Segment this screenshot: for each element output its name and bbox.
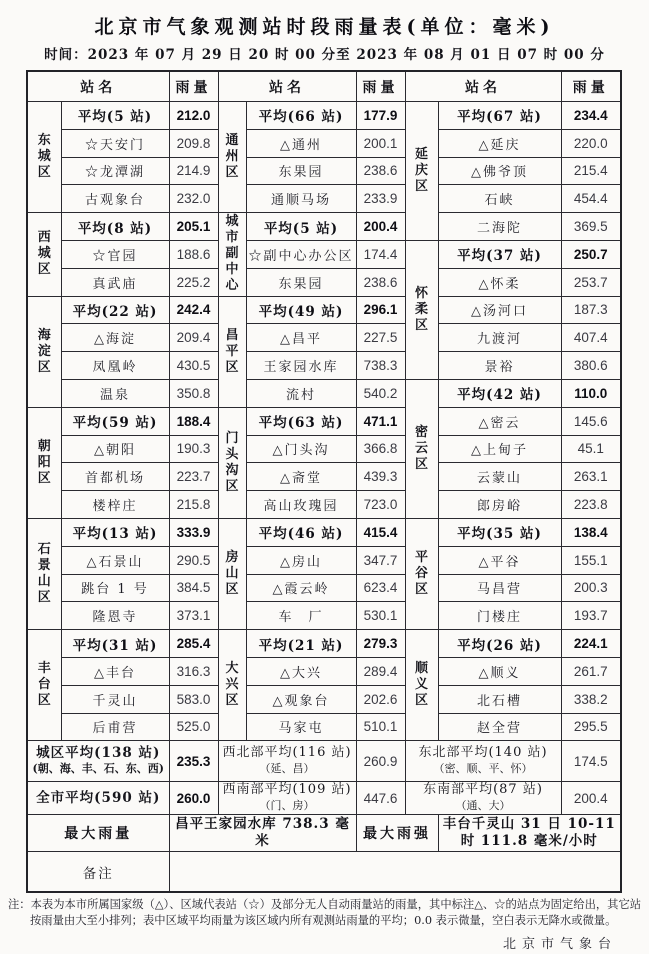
station-cell: 真武庙 xyxy=(61,268,169,296)
northeast-average-label: 东北部平均(140 站) （密、顺、平、怀） xyxy=(405,741,561,782)
station-cell: 平均(46 站) xyxy=(246,518,356,546)
district-label: 城 市 副 中 心 xyxy=(218,213,246,296)
district-label: 门 头 沟 区 xyxy=(218,407,246,518)
station-cell: 赵全营 xyxy=(438,713,561,741)
value-cell: 177.9 xyxy=(356,102,405,130)
station-cell: 后甫营 xyxy=(61,713,169,741)
summary-row-urban xyxy=(27,741,621,782)
table-row xyxy=(27,657,621,685)
station-cell: 九渡河 xyxy=(438,324,561,352)
district-label: 西 城 区 xyxy=(27,213,61,296)
station-cell: △延庆 xyxy=(438,129,561,157)
station-cell: 古观象台 xyxy=(61,185,169,213)
northeast-average-value: 174.5 xyxy=(561,741,621,782)
table-row xyxy=(27,352,621,380)
max-rain-label: 最大雨量 xyxy=(27,815,169,852)
station-cell: 流村 xyxy=(246,379,356,407)
station-cell: 高山玫瑰园 xyxy=(246,491,356,519)
value-cell: 209.8 xyxy=(169,129,218,157)
value-cell: 223.8 xyxy=(561,491,621,519)
station-cell: △上甸子 xyxy=(438,435,561,463)
value-cell: 407.4 xyxy=(561,324,621,352)
station-cell: 郎房峪 xyxy=(438,491,561,519)
value-cell: 193.7 xyxy=(561,602,621,630)
urban-average-label: 城区平均(138 站) (朝、海、丰、石、东、西) xyxy=(27,741,169,782)
remark-label: 备注 xyxy=(27,852,169,893)
value-cell: 250.7 xyxy=(561,240,621,268)
table-row xyxy=(27,129,621,157)
value-cell: 232.0 xyxy=(169,185,218,213)
value-cell: 225.2 xyxy=(169,268,218,296)
district-label: 东 城 区 xyxy=(27,102,61,213)
citywide-average-value: 260.0 xyxy=(169,782,218,815)
station-cell: 隆恩寺 xyxy=(61,602,169,630)
station-cell: △昌平 xyxy=(246,324,356,352)
rain-column-header: 雨量 xyxy=(356,71,405,102)
station-cell: △密云 xyxy=(438,407,561,435)
value-cell: 525.0 xyxy=(169,713,218,741)
station-cell: △顺义 xyxy=(438,657,561,685)
station-cell: 石峡 xyxy=(438,185,561,213)
value-cell: 430.5 xyxy=(169,352,218,380)
urban-average-value: 235.3 xyxy=(169,741,218,782)
remark-value xyxy=(169,852,621,893)
value-cell: 205.1 xyxy=(169,213,218,241)
rain-column-header: 雨量 xyxy=(169,71,218,102)
value-cell: 215.4 xyxy=(561,157,621,185)
footnote-text: 注：本表为本市所属国家级（△）、区域代表站（☆）及部分无人自动雨量站的雨量，其中标注△、☆的站点为固定给出，其它站按雨量由大至小排列；表中区域平均雨量为该区域内所有观测站雨量的平均；0.0 表示微量，空白表示无降水或微量。 xyxy=(8,898,642,928)
station-cell: 平均(42 站) xyxy=(438,379,561,407)
station-cell: 云蒙山 xyxy=(438,463,561,491)
value-cell: 238.6 xyxy=(356,157,405,185)
table-row xyxy=(27,713,621,741)
value-cell: 738.3 xyxy=(356,352,405,380)
value-cell: 238.6 xyxy=(356,268,405,296)
station-cell: 平均(21 站) xyxy=(246,630,356,658)
value-cell: 263.1 xyxy=(561,463,621,491)
value-cell: 373.1 xyxy=(169,602,218,630)
value-cell: 583.0 xyxy=(169,685,218,713)
issuer-signature: 北京市气象台 xyxy=(502,937,617,953)
station-cell: ☆龙潭湖 xyxy=(61,157,169,185)
district-label: 平 谷 区 xyxy=(405,518,438,629)
station-cell: 东果园 xyxy=(246,157,356,185)
station-cell: △霞云岭 xyxy=(246,574,356,602)
table-row xyxy=(27,685,621,713)
station-cell: 平均(66 站) xyxy=(246,102,356,130)
value-cell: 188.6 xyxy=(169,240,218,268)
station-cell: 平均(31 站) xyxy=(61,630,169,658)
table-row xyxy=(27,268,621,296)
station-cell: 二海陀 xyxy=(438,213,561,241)
value-cell: 253.7 xyxy=(561,268,621,296)
value-cell: 540.2 xyxy=(356,379,405,407)
value-cell: 110.0 xyxy=(561,379,621,407)
value-cell: 188.4 xyxy=(169,407,218,435)
table-row xyxy=(27,324,621,352)
value-cell: 138.4 xyxy=(561,518,621,546)
rain-column-header: 雨量 xyxy=(561,71,621,102)
table-row xyxy=(27,102,621,130)
remark-row xyxy=(27,852,621,893)
station-cell: 门楼庄 xyxy=(438,602,561,630)
value-cell: 333.9 xyxy=(169,518,218,546)
district-label: 通 州 区 xyxy=(218,102,246,213)
district-label: 密 云 区 xyxy=(405,379,438,518)
table-row xyxy=(27,546,621,574)
value-cell: 296.1 xyxy=(356,296,405,324)
value-cell: 200.1 xyxy=(356,129,405,157)
station-cell: 景裕 xyxy=(438,352,561,380)
district-label: 石 景 山 区 xyxy=(27,518,61,629)
station-column-header: 站名 xyxy=(405,71,561,102)
station-cell: 北石槽 xyxy=(438,685,561,713)
station-cell: △石景山 xyxy=(61,546,169,574)
value-cell: 145.6 xyxy=(561,407,621,435)
summary-row-citywide xyxy=(27,782,621,815)
value-cell: 285.4 xyxy=(169,630,218,658)
district-label: 延 庆 区 xyxy=(405,102,438,241)
southwest-average-value: 447.6 xyxy=(356,782,405,815)
value-cell: 187.3 xyxy=(561,296,621,324)
table-row xyxy=(27,407,621,435)
value-cell: 227.5 xyxy=(356,324,405,352)
value-cell: 214.9 xyxy=(169,157,218,185)
value-cell: 202.6 xyxy=(356,685,405,713)
station-cell: 平均(63 站) xyxy=(246,407,356,435)
value-cell: 350.8 xyxy=(169,379,218,407)
value-cell: 279.3 xyxy=(356,630,405,658)
station-cell: △佛爷顶 xyxy=(438,157,561,185)
value-cell: 209.4 xyxy=(169,324,218,352)
station-cell: △观象台 xyxy=(246,685,356,713)
value-cell: 45.1 xyxy=(561,435,621,463)
table-row xyxy=(27,435,621,463)
station-cell: 平均(59 站) xyxy=(61,407,169,435)
station-cell: △房山 xyxy=(246,546,356,574)
station-cell: 通顺马场 xyxy=(246,185,356,213)
value-cell: 174.4 xyxy=(356,240,405,268)
station-cell: 平均(35 站) xyxy=(438,518,561,546)
value-cell: 215.8 xyxy=(169,491,218,519)
station-cell: 马昌营 xyxy=(438,574,561,602)
table-row xyxy=(27,379,621,407)
station-cell: 马家屯 xyxy=(246,713,356,741)
table-header-row xyxy=(27,71,621,102)
southeast-average-label: 东南部平均(87 站) （通、大） xyxy=(405,782,561,815)
district-label: 朝 阳 区 xyxy=(27,407,61,518)
value-cell: 261.7 xyxy=(561,657,621,685)
district-label: 房 山 区 xyxy=(218,518,246,629)
district-label: 怀 柔 区 xyxy=(405,240,438,379)
district-label: 大 兴 区 xyxy=(218,630,246,741)
station-cell: △门头沟 xyxy=(246,435,356,463)
table-row xyxy=(27,491,621,519)
value-cell: 380.6 xyxy=(561,352,621,380)
station-cell: 平均(5 站) xyxy=(61,102,169,130)
value-cell: 439.3 xyxy=(356,463,405,491)
station-cell: 首都机场 xyxy=(61,463,169,491)
citywide-average-label: 全市平均(590 站) xyxy=(27,782,169,815)
station-cell: 平均(37 站) xyxy=(438,240,561,268)
value-cell: 190.3 xyxy=(169,435,218,463)
max-intensity-label: 最大雨强 xyxy=(356,815,438,852)
district-label: 昌 平 区 xyxy=(218,296,246,407)
station-cell: 平均(67 站) xyxy=(438,102,561,130)
station-cell: 车 厂 xyxy=(246,602,356,630)
extremes-row xyxy=(27,815,621,852)
value-cell: 155.1 xyxy=(561,546,621,574)
station-cell: ☆天安门 xyxy=(61,129,169,157)
southeast-average-value: 200.4 xyxy=(561,782,621,815)
station-cell: △海淀 xyxy=(61,324,169,352)
value-cell: 316.3 xyxy=(169,657,218,685)
time-range-subtitle: 时间：2023 年 07 月 29 日 20 时 00 分至 2023 年 08 月 01 日 07 时 00 分 xyxy=(44,47,605,63)
district-label: 顺 义 区 xyxy=(405,630,438,741)
station-cell: 凤凰岭 xyxy=(61,352,169,380)
station-cell: △汤河口 xyxy=(438,296,561,324)
value-cell: 471.1 xyxy=(356,407,405,435)
value-cell: 224.1 xyxy=(561,630,621,658)
station-cell: 千灵山 xyxy=(61,685,169,713)
value-cell: 338.2 xyxy=(561,685,621,713)
table-row xyxy=(27,574,621,602)
max-rain-value: 昌平王家园水库 738.3 毫米 xyxy=(169,815,356,852)
station-cell: 楼梓庄 xyxy=(61,491,169,519)
station-cell: 平均(22 站) xyxy=(61,296,169,324)
page-title: 北京市气象观测站时段雨量表(单位：毫米) xyxy=(94,16,555,38)
value-cell: 454.4 xyxy=(561,185,621,213)
station-cell: 王家园水库 xyxy=(246,352,356,380)
northwest-average-value: 260.9 xyxy=(356,741,405,782)
value-cell: 295.5 xyxy=(561,713,621,741)
value-cell: 415.4 xyxy=(356,518,405,546)
table-row xyxy=(27,213,621,241)
value-cell: 223.7 xyxy=(169,463,218,491)
station-cell: △怀柔 xyxy=(438,268,561,296)
station-cell: 平均(26 站) xyxy=(438,630,561,658)
value-cell: 289.4 xyxy=(356,657,405,685)
value-cell: 212.0 xyxy=(169,102,218,130)
value-cell: 347.7 xyxy=(356,546,405,574)
district-label: 丰 台 区 xyxy=(27,630,61,741)
district-label: 海 淀 区 xyxy=(27,296,61,407)
max-intensity-value: 丰台千灵山 31 日 10-11 时 111.8 毫米/小时 xyxy=(438,815,621,852)
table-row xyxy=(27,296,621,324)
station-cell: △大兴 xyxy=(246,657,356,685)
value-cell: 242.4 xyxy=(169,296,218,324)
table-row xyxy=(27,185,621,213)
value-cell: 369.5 xyxy=(561,213,621,241)
value-cell: 233.9 xyxy=(356,185,405,213)
table-row xyxy=(27,518,621,546)
table-row xyxy=(27,463,621,491)
station-cell: 平均(49 站) xyxy=(246,296,356,324)
station-column-header: 站名 xyxy=(27,71,169,102)
station-cell: △丰台 xyxy=(61,657,169,685)
value-cell: 200.4 xyxy=(356,213,405,241)
value-cell: 623.4 xyxy=(356,574,405,602)
table-row xyxy=(27,240,621,268)
table-row xyxy=(27,602,621,630)
station-cell: △朝阳 xyxy=(61,435,169,463)
station-cell: 跳台 1 号 xyxy=(61,574,169,602)
table-row xyxy=(27,157,621,185)
value-cell: 220.0 xyxy=(561,129,621,157)
station-cell: 温泉 xyxy=(61,379,169,407)
value-cell: 723.0 xyxy=(356,491,405,519)
northwest-average-label: 西北部平均(116 站) （延、昌） xyxy=(218,741,356,782)
station-cell: ☆官园 xyxy=(61,240,169,268)
station-cell: △平谷 xyxy=(438,546,561,574)
value-cell: 510.1 xyxy=(356,713,405,741)
table-row xyxy=(27,630,621,658)
value-cell: 366.8 xyxy=(356,435,405,463)
station-cell: △通州 xyxy=(246,129,356,157)
station-cell: ☆副中心办公区 xyxy=(246,240,356,268)
value-cell: 234.4 xyxy=(561,102,621,130)
station-cell: 东果园 xyxy=(246,268,356,296)
station-cell: 平均(13 站) xyxy=(61,518,169,546)
value-cell: 384.5 xyxy=(169,574,218,602)
southwest-average-label: 西南部平均(109 站) （门、房） xyxy=(218,782,356,815)
station-cell: 平均(5 站) xyxy=(246,213,356,241)
value-cell: 530.1 xyxy=(356,602,405,630)
station-cell: 平均(8 站) xyxy=(61,213,169,241)
rainfall-table xyxy=(26,70,622,893)
value-cell: 200.3 xyxy=(561,574,621,602)
value-cell: 290.5 xyxy=(169,546,218,574)
station-cell: △斋堂 xyxy=(246,463,356,491)
station-column-header: 站名 xyxy=(218,71,356,102)
